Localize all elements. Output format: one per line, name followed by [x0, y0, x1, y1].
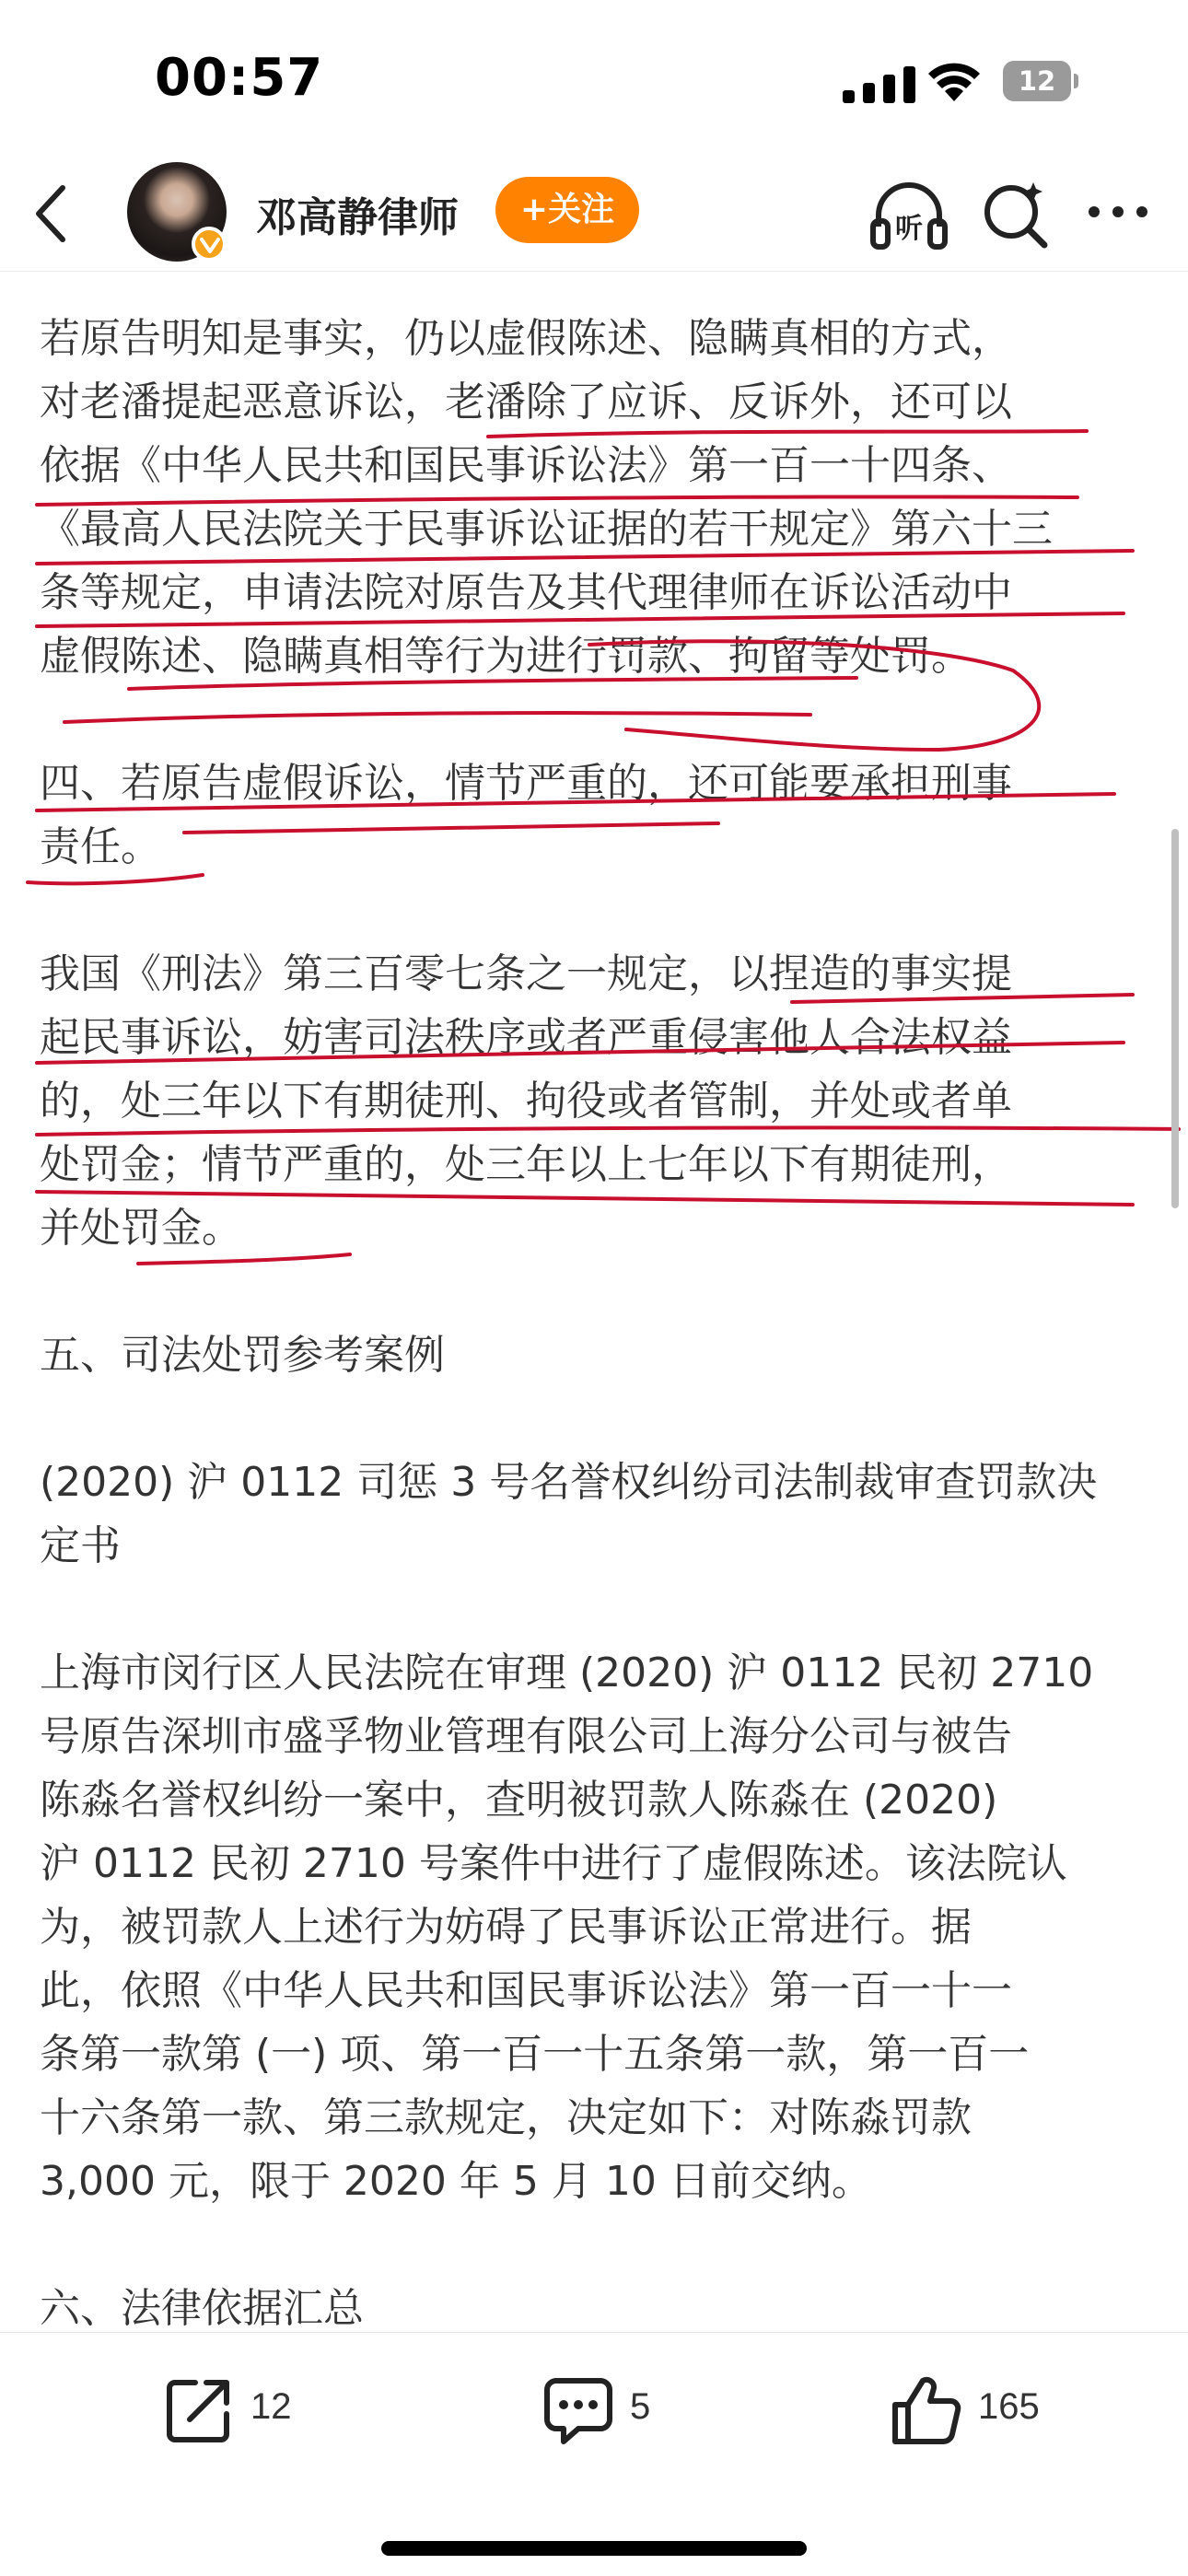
- article-body: [40, 271, 1145, 2340]
- share-button[interactable]: [162, 2373, 328, 2447]
- comment-icon: [542, 2373, 615, 2447]
- article-paragraph: 若原告明知是事实，仍以虚假陈述、隐瞒真相的方式， 对老潘提起恶意诉讼，老潘除了应诉、反诉外，还可以 依据《中华人民共和国民事诉讼法》第一百一十四条、 《最高人民法院关于民事诉讼证据的若干规定》第六十三 条等规定，申请法院对原告及其代理律师在诉讼活动中 虚假陈述、隐瞒真相等行为进行罚款、拘留等处罚。: [40, 315, 1053, 680]
- follow-button[interactable]: +关注: [495, 177, 639, 243]
- svg-text:听: 听: [895, 213, 923, 245]
- article-paragraph: 上海市闵行区人民法院在审理 (2020) 沪 0112 民初 2710 号原告深圳市盛孚物业管理有限公司上海分公司与被告 陈淼名誉权纠纷一案中，查明被罚款人陈淼在 (2020) 沪 0112 民初 2710 号案件中进行了虚假陈述。该法院认 为，被罚款人上述行为妨碍了民事诉讼正常进行。据 此，依照《中华人民共和国民事诉讼法》第一百一十一 条第一款第 (一) 项、第一百一十五条第一款，第一百一 十六条第一款、第三款规定，决定如下：对陈淼罚款 3,000 元，限于 2020 年 5 月 10 日前交纳。: [40, 1649, 1094, 2205]
- status-time: 00:57: [155, 48, 324, 108]
- like-count: 165: [978, 2386, 1040, 2427]
- like-button[interactable]: [890, 2373, 1055, 2447]
- wifi-icon: [925, 59, 984, 103]
- status-bar: [0, 0, 1188, 157]
- search-icon[interactable]: [980, 179, 1050, 249]
- cellular-signal-icon: [843, 66, 920, 103]
- share-count: 12: [250, 2386, 292, 2427]
- battery-level: 12: [1003, 61, 1071, 101]
- article-paragraph: (2020) 沪 0112 司惩 3 号名誉权纠纷司法制裁审查罚款决 定书: [40, 1459, 1098, 1569]
- more-icon[interactable]: [1085, 201, 1151, 223]
- bottom-action-bar: [0, 2332, 1188, 2576]
- battery-icon: [1003, 61, 1078, 101]
- thumbs-up-icon: [890, 2373, 963, 2447]
- author-name[interactable]: 邓高静律师: [256, 194, 459, 241]
- battery-tip: [1074, 74, 1078, 88]
- section-heading: 五、司法处罚参考案例: [40, 1332, 445, 1379]
- section-heading: 六、法律依据汇总: [40, 2285, 364, 2332]
- scrollbar[interactable]: [1171, 829, 1179, 1208]
- back-icon[interactable]: [28, 181, 74, 247]
- nav-bar: [0, 157, 1188, 272]
- comment-button[interactable]: [542, 2373, 680, 2447]
- listen-icon[interactable]: [869, 179, 949, 252]
- comment-count: 5: [630, 2386, 651, 2427]
- verified-badge-icon: [192, 227, 227, 262]
- share-icon: [162, 2373, 236, 2447]
- home-indicator[interactable]: [381, 2541, 807, 2556]
- article-paragraph: 我国《刑法》第三百零七条之一规定，以捏造的事实提 起民事诉讼，妨害司法秩序或者严重侵害他人合法权益 的，处三年以下有期徒刑、拘役或者管制，并处或者单 处罚金；情节严重的，处三年以上七年以下有期徒刑， 并处罚金。: [40, 950, 1012, 1252]
- section-heading: 四、若原告虚假诉讼，情节严重的，还可能要承担刑事 责任。: [40, 760, 1012, 870]
